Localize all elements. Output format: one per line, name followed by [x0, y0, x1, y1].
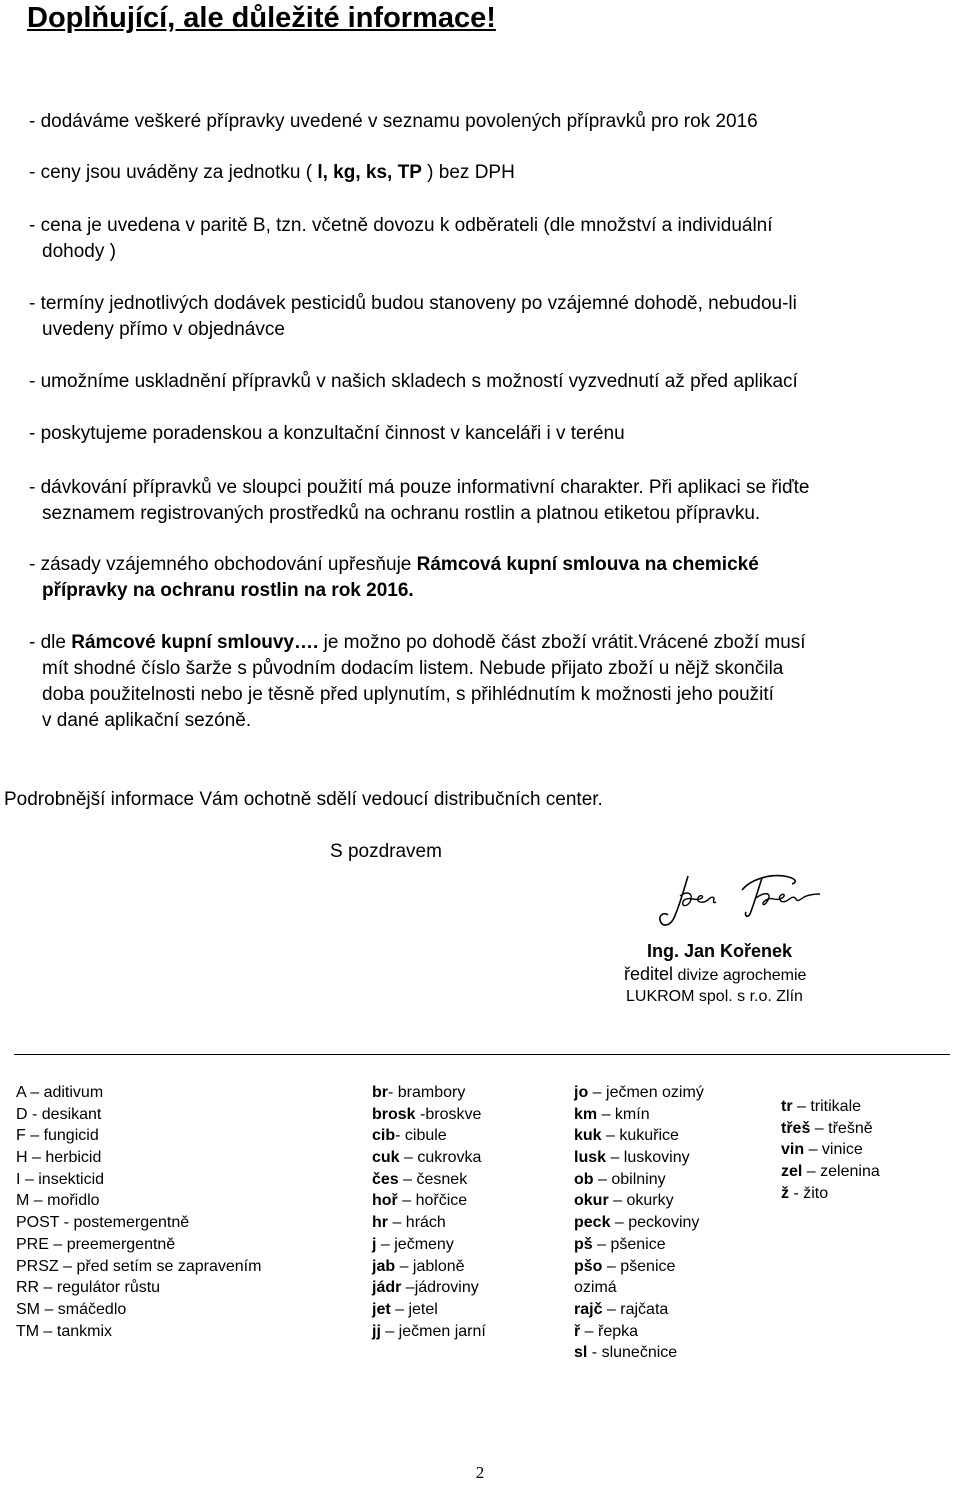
legend-abbr: vin: [781, 1141, 805, 1159]
legend-abbr: lusk: [574, 1149, 607, 1167]
legend-item: [372, 1212, 486, 1234]
text-part: - dle: [29, 632, 72, 653]
legend-meaning: – ječmen ozimý: [588, 1084, 704, 1101]
legend-abbr: jab: [372, 1257, 396, 1275]
contract-name: Rámcová kupní smlouva na chemické: [416, 554, 759, 575]
page-number: 2: [475, 1463, 485, 1482]
legend-meaning: – vinice: [804, 1141, 863, 1159]
role-part: divize agrochemie: [673, 967, 807, 984]
legend-item: [372, 1190, 486, 1212]
text-part: je možno po dohodě část zboží vrátit.Vrácené zboží musí: [318, 632, 806, 653]
legend-abbr: ž: [781, 1184, 789, 1202]
legend-abbr: zel: [781, 1163, 803, 1181]
legend-item: [781, 1096, 880, 1118]
legend-abbr: jo: [574, 1084, 589, 1101]
legend-meaning: – řepka: [580, 1322, 639, 1340]
info-line-delivery-cont: uvedeny přímo v objednávce: [42, 319, 285, 340]
info-closing-text: Podrobnější informace Vám ochotně sdělí vedoucí distribučních center.: [4, 789, 603, 810]
legend-item: [574, 1190, 704, 1212]
legend-meaning: ozimá: [574, 1279, 617, 1297]
legend-item: [781, 1139, 880, 1161]
legend-meaning: – česnek: [398, 1170, 468, 1188]
legend-abbr: kuk: [574, 1127, 602, 1145]
legend-column-crops-1: [372, 1082, 486, 1342]
legend-meaning: – jetel: [390, 1300, 438, 1318]
info-line-returns: [29, 631, 806, 655]
legend-meaning: - slunečnice: [587, 1344, 678, 1362]
legend-item: [372, 1277, 486, 1299]
info-line-storage: - umožníme uskladnění přípravků v našich skladech s možností vyzvednutí až před aplikací: [29, 371, 798, 392]
info-line-dosage: - dávkování přípravků ve sloupci použití má pouze informativní charakter. Při aplikaci se řiďte: [29, 477, 810, 498]
legend-column-crops-2: [574, 1082, 704, 1364]
legend-abbr: peck: [574, 1214, 611, 1232]
legend-item: M – mořidlo: [16, 1192, 100, 1210]
signatory-company: LUKROM spol. s r.o. Zlín: [626, 988, 803, 1005]
legend-item: [574, 1212, 704, 1234]
legend-meaning: –jádroviny: [401, 1279, 479, 1297]
legend-item: POST - postemergentně: [16, 1214, 190, 1232]
legend-column-crops-3: [781, 1096, 880, 1204]
legend-meaning: – rajčata: [602, 1300, 669, 1318]
legend-meaning: – třešně: [810, 1119, 873, 1137]
legend-abbr: br: [372, 1084, 388, 1101]
legend-item: [372, 1082, 486, 1104]
info-line-parity: - cena je uvedena v paritě B, tzn. včetně dovozu k odběrateli (dle množství a individuální: [29, 215, 773, 236]
legend-abbr: rajč: [574, 1300, 603, 1318]
legend-meaning: - brambory: [388, 1084, 466, 1101]
legend-meaning: – ječmeny: [376, 1235, 454, 1253]
legend-meaning: – hořčice: [397, 1192, 468, 1210]
legend-abbr: cib: [372, 1127, 396, 1145]
legend-item: A – aditivum: [16, 1084, 104, 1101]
legend-item: [372, 1234, 486, 1256]
info-line-contract-cont: přípravky na ochranu rostlin na rok 2016.: [42, 580, 414, 601]
role-part: ředitel: [624, 964, 674, 984]
legend-item: [781, 1183, 880, 1205]
signature-image: [650, 868, 850, 938]
legend-abbr: tr: [781, 1098, 793, 1115]
legend-abbr: jádr: [372, 1279, 402, 1297]
info-line-prices: [29, 161, 515, 185]
legend-meaning: – ječmen jarní: [380, 1322, 486, 1340]
legend-abbr: čes: [372, 1170, 399, 1188]
legend-meaning: – jabloně: [395, 1257, 465, 1275]
legend-item: [574, 1256, 704, 1278]
contract-ref: Rámcové kupní smlouvy….: [71, 632, 319, 653]
legend-column-categories: [16, 1082, 261, 1342]
legend-meaning: – pšenice: [602, 1257, 676, 1275]
legend-item: [574, 1104, 704, 1126]
legend-item: SM – smáčedlo: [16, 1300, 127, 1318]
legend-item: PRE – preemergentně: [16, 1235, 176, 1253]
legend-meaning: – okurky: [608, 1192, 674, 1210]
legend-abbr: j: [372, 1235, 377, 1253]
page-title: Doplňující, ale důležité informace!: [27, 2, 496, 34]
greeting: S pozdravem: [330, 841, 442, 862]
legend-meaning: – tritikale: [792, 1098, 862, 1115]
legend-meaning: -broskve: [415, 1105, 482, 1123]
info-line-products: - dodáváme veškeré přípravky uvedené v seznamu povolených přípravků pro rok 2016: [29, 111, 758, 132]
text-part: ) bez DPH: [421, 162, 515, 183]
legend-item: RR – regulátor růstu: [16, 1279, 161, 1297]
info-line-contract: [29, 553, 759, 577]
legend-abbr: km: [574, 1105, 598, 1123]
legend-meaning: – cukrovka: [399, 1149, 482, 1167]
legend-abbr: hr: [372, 1214, 388, 1232]
legend-abbr: sl: [574, 1344, 588, 1362]
legend-abbr: pš: [574, 1235, 593, 1253]
info-line-returns-2: mít shodné číslo šarže s původním dodacím listem. Nebude přijato zboží u nějž skončila: [42, 658, 784, 679]
legend-abbr: jj: [372, 1322, 381, 1340]
text-part: - ceny jsou uváděny za jednotku (: [29, 162, 318, 183]
info-line-returns-3: doba použitelnosti nebo je těsně před uplynutím, s přihlédnutím k možnosti jeho použití: [42, 684, 774, 705]
legend-item: [574, 1321, 704, 1343]
legend-item: [372, 1321, 486, 1343]
legend-abbr: okur: [574, 1192, 609, 1210]
signatory-role: [624, 964, 806, 985]
info-line-consulting: - poskytujeme poradenskou a konzultační činnost v kanceláři i v terénu: [29, 423, 625, 444]
legend-item: [574, 1125, 704, 1147]
legend-meaning: – pšenice: [592, 1235, 666, 1253]
legend-item: [574, 1234, 704, 1256]
legend-item: [372, 1104, 486, 1126]
info-line-parity-cont: dohody ): [42, 241, 116, 262]
legend-meaning: – obilniny: [593, 1170, 666, 1188]
info-line-dosage-cont: seznamem registrovaných prostředků na ochranu rostlin a platnou etiketou přípravku.: [42, 503, 761, 524]
legend-item: [574, 1342, 704, 1364]
legend-meaning: – peckoviny: [610, 1214, 700, 1232]
legend-item: I – insekticid: [16, 1170, 105, 1188]
legend-abbr: pšo: [574, 1257, 603, 1275]
legend-item: [574, 1169, 704, 1191]
legend-abbr: jet: [372, 1300, 391, 1318]
legend-item: PRSZ – před setím se zapravením: [16, 1257, 262, 1275]
legend-item: H – herbicid: [16, 1149, 102, 1167]
legend-item: [372, 1299, 486, 1321]
legend-meaning: - cibule: [395, 1127, 447, 1145]
legend-meaning: – luskoviny: [606, 1149, 690, 1167]
divider: [14, 1054, 950, 1055]
legend-item: [372, 1147, 486, 1169]
text-part: - zásady vzájemného obchodování upřesňuje: [29, 554, 417, 575]
legend-item: F – fungicid: [16, 1127, 99, 1145]
legend-item: [781, 1118, 880, 1140]
info-line-delivery: - termíny jednotlivých dodávek pesticidů budou stanoveny po vzájemné dohodě, nebudou-li: [29, 293, 797, 314]
legend-item: TM – tankmix: [16, 1322, 113, 1340]
legend-abbr: hoř: [372, 1192, 398, 1210]
legend-item: [574, 1299, 704, 1321]
legend-item: [781, 1161, 880, 1183]
legend-meaning: - žito: [789, 1184, 829, 1202]
legend-item: [372, 1125, 486, 1147]
legend-meaning: – hrách: [388, 1214, 446, 1232]
legend-meaning: – kmín: [597, 1105, 650, 1123]
legend-item: D - desikant: [16, 1105, 102, 1123]
legend-abbr: třeš: [781, 1119, 811, 1137]
legend-meaning: – zelenina: [802, 1163, 880, 1181]
legend-item: [574, 1082, 704, 1104]
legend-abbr: cuk: [372, 1149, 400, 1167]
legend-abbr: ř: [574, 1322, 581, 1340]
legend-abbr: brosk: [372, 1105, 416, 1123]
legend-item: [372, 1256, 486, 1278]
legend-item: [372, 1169, 486, 1191]
info-line-returns-4: v dané aplikační sezóně.: [42, 710, 252, 731]
units-bold: l, kg, ks, TP: [317, 162, 422, 183]
legend-meaning: – kukuřice: [601, 1127, 679, 1145]
legend-abbr: ob: [574, 1170, 594, 1188]
legend-item: [574, 1147, 704, 1169]
signatory-name: Ing. Jan Kořenek: [647, 941, 793, 961]
legend-item: [574, 1277, 704, 1299]
